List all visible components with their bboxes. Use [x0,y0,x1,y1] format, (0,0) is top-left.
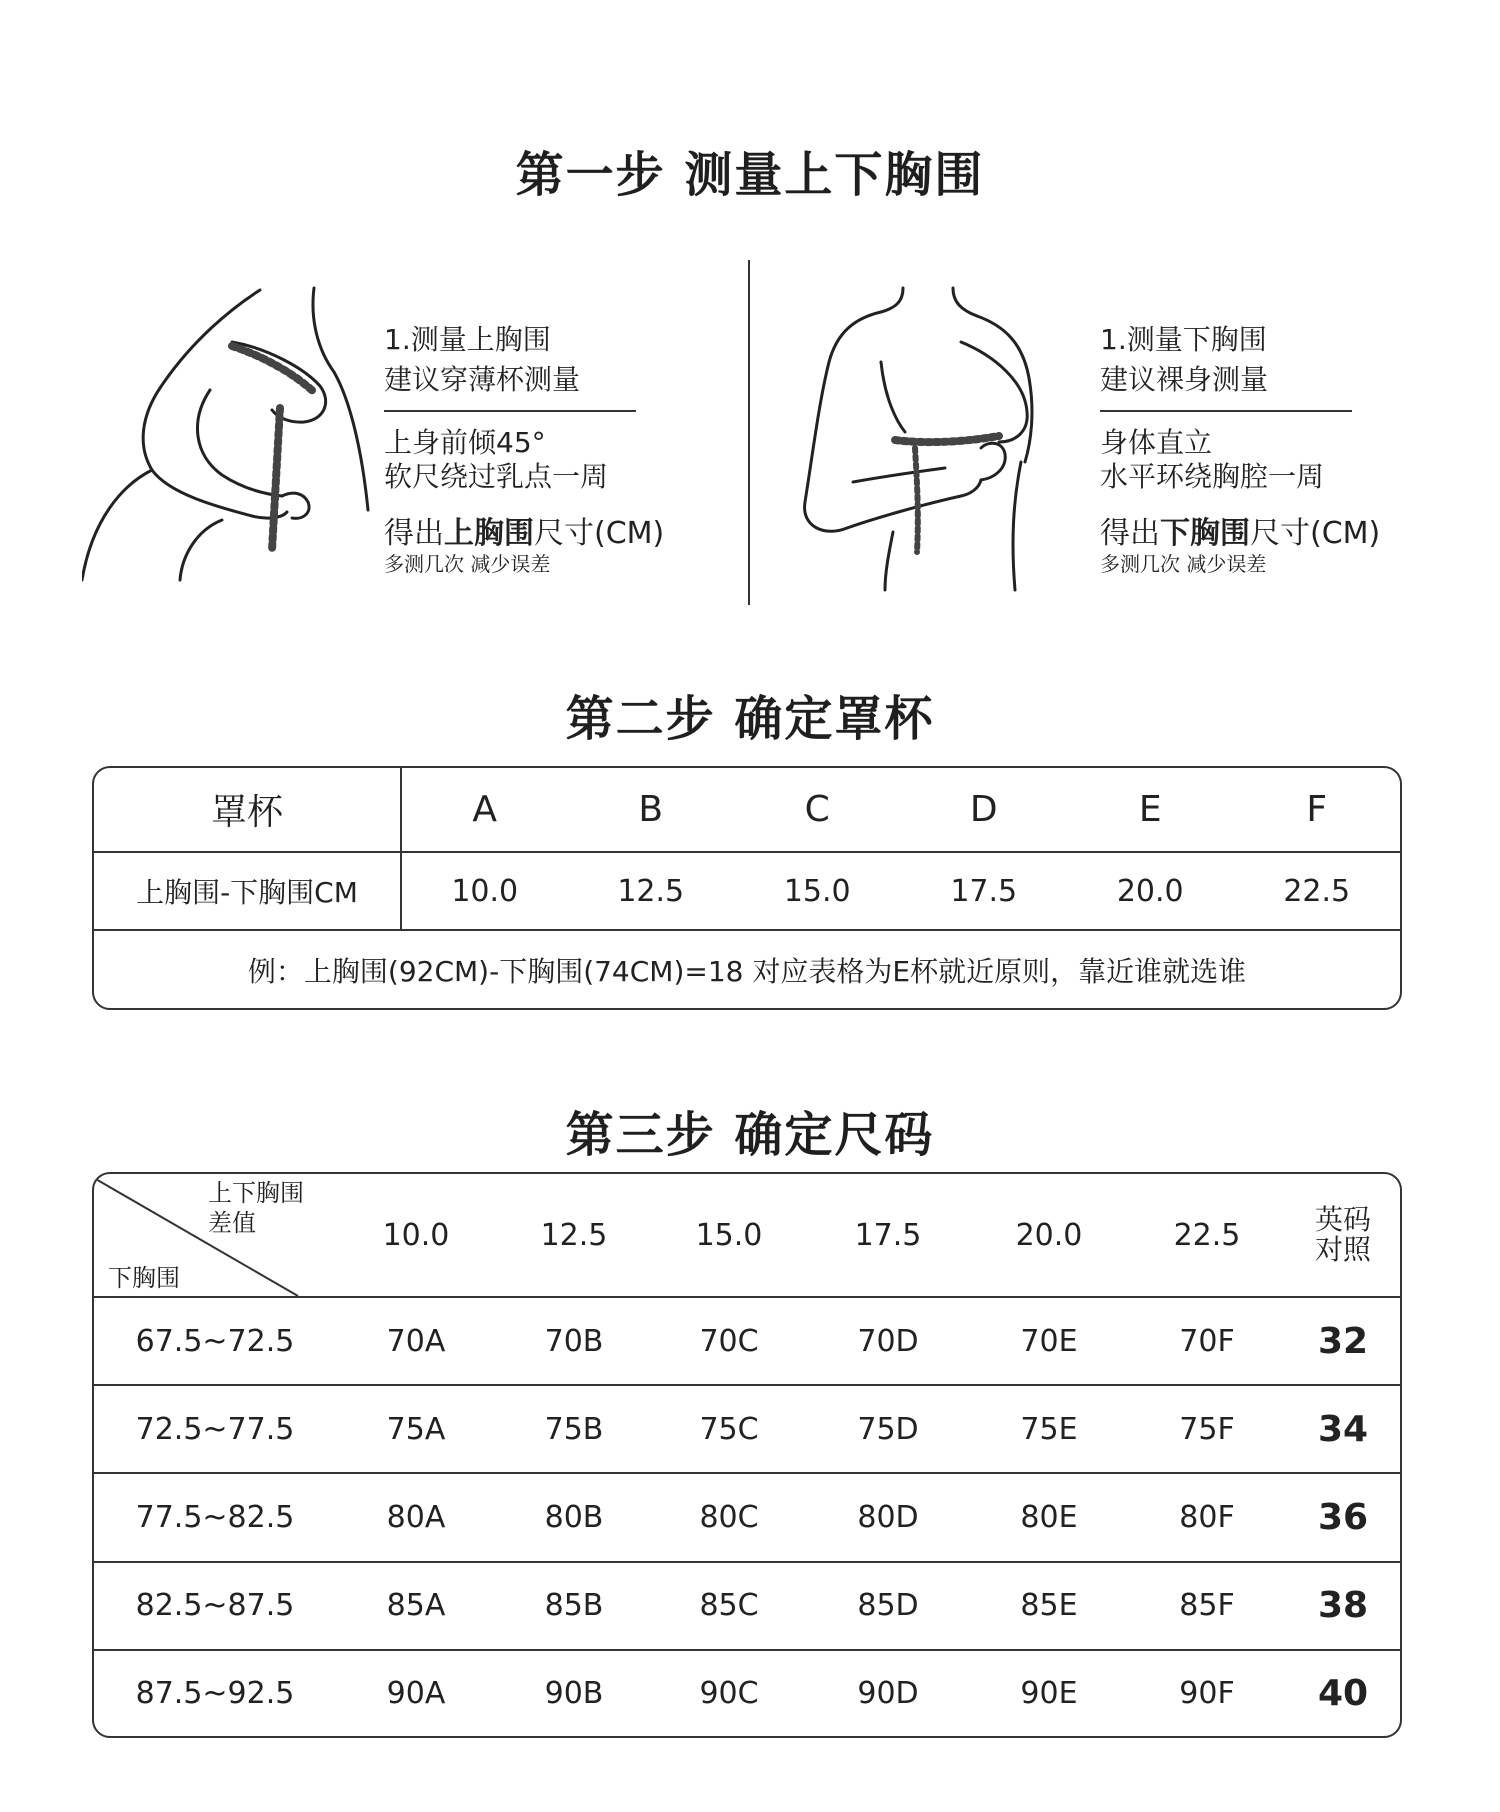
size-cell: 75A [336,1385,496,1473]
size-diff-header: 12.5 [540,1217,608,1253]
size-cell: 70A [336,1297,496,1385]
size-cell: 80D [806,1473,970,1561]
underbust-range: 67.5~72.5 [94,1297,336,1385]
size-row [94,1650,1400,1736]
size-cell: 85F [1128,1562,1286,1650]
size-cell: 75F [1128,1385,1286,1473]
corner-top-line1: 上下胸围 [208,1179,304,1207]
size-cell: 90D [806,1650,970,1736]
cup-diff-value: 10.0 [401,852,568,930]
size-cell: 80E [970,1473,1128,1561]
underbust-range: 87.5~92.5 [94,1650,336,1736]
upper-bust-rule [384,410,636,412]
underbust-range: 77.5~82.5 [94,1473,336,1561]
upper-bust-heading: 1.测量上胸围 [384,323,551,356]
upper-bust-result-bold: 上胸围 [444,516,534,551]
under-bust-note: 多测几次 减少误差 [1100,552,1267,576]
cup-letter: D [901,768,1068,852]
eng-size-header-line2: 对照 [1314,1233,1371,1266]
cup-example-row [94,930,1400,1008]
cup-diff-row [94,852,1400,930]
size-cell: 85A [336,1562,496,1650]
size-cell: 70C [652,1297,806,1385]
cup-diff-value: 12.5 [568,852,735,930]
size-cell: 70F [1128,1297,1286,1385]
upper-bust-step-a: 上身前倾45° [384,426,546,459]
upper-bust-note: 多测几次 减少误差 [384,552,551,576]
size-cell: 70E [970,1297,1128,1385]
size-cell: 90A [336,1650,496,1736]
step3-title: 第三步 确定尺码 [565,1107,935,1163]
size-cell: 90B [496,1650,652,1736]
cup-letter: F [1234,768,1401,852]
cup-letter: C [734,768,901,852]
size-cell: 80A [336,1473,496,1561]
size-diff-header: 15.0 [695,1217,763,1253]
size-cell: 75E [970,1385,1128,1473]
eng-size-cell: 36 [1286,1473,1400,1561]
size-cell: 75C [652,1385,806,1473]
under-bust-instructions [1100,320,1420,576]
size-cell: 85C [652,1562,806,1650]
size-cell: 80F [1128,1473,1286,1561]
cup-header-row [94,768,1400,852]
corner-top-line2: 差值 [208,1209,256,1237]
size-cell: 70B [496,1297,652,1385]
cup-table [92,766,1402,1010]
upper-bust-step-b: 软尺绕过乳点一周 [384,460,609,493]
size-diff-header: 17.5 [854,1217,922,1253]
size-row [94,1473,1400,1561]
eng-size-header-line1: 英码 [1314,1203,1371,1236]
size-diff-header: 10.0 [382,1217,450,1253]
cup-diff-value: 20.0 [1067,852,1234,930]
size-cell: 85B [496,1562,652,1650]
under-bust-result-bold: 下胸围 [1160,516,1250,551]
under-bust-result-suffix: 尺寸(CM) [1250,516,1381,551]
size-cell: 90F [1128,1650,1286,1736]
under-bust-result [1100,516,1420,552]
size-diff-header: 20.0 [1015,1217,1083,1253]
underbust-range: 82.5~87.5 [94,1562,336,1650]
size-cell: 75D [806,1385,970,1473]
step1-divider [748,260,750,605]
size-cell: 90E [970,1650,1128,1736]
cup-letter: A [401,768,568,852]
under-bust-heading: 1.测量下胸围 [1100,323,1267,356]
under-bust-step-a: 身体直立 [1100,426,1213,459]
cup-diff-value: 17.5 [901,852,1068,930]
upper-bust-subheading: 建议穿薄杯测量 [384,363,581,396]
under-bust-subheading: 建议裸身测量 [1100,363,1269,396]
eng-size-cell: 34 [1286,1385,1400,1473]
cup-diff-label: 上胸围-下胸围CM [94,852,401,930]
size-table [92,1172,1402,1738]
size-row [94,1562,1400,1650]
cup-diff-value: 15.0 [734,852,901,930]
step2-title: 第二步 确定罩杯 [565,691,935,747]
cup-example-text: 例：上胸围(92CM)-下胸围(74CM)=18 对应表格为E杯就近原则，靠近谁就选谁 [247,954,1247,988]
eng-size-cell: 40 [1286,1650,1400,1736]
under-bust-illustration [785,282,1055,592]
underbust-range: 72.5~77.5 [94,1385,336,1473]
size-corner-cell [94,1174,336,1297]
size-header-row [94,1174,1400,1297]
under-bust-result-prefix: 得出 [1100,516,1160,551]
upper-bust-illustration [82,280,372,590]
eng-size-cell: 38 [1286,1562,1400,1650]
cup-diff-value: 22.5 [1234,852,1401,930]
corner-bottom-label: 下胸围 [108,1264,180,1292]
eng-size-header [1286,1174,1400,1297]
size-diff-header: 22.5 [1173,1217,1241,1253]
upper-bust-result-suffix: 尺寸(CM) [534,516,665,551]
step1-title: 第一步 测量上下胸围 [515,147,985,203]
size-cell: 80B [496,1473,652,1561]
size-cell: 85D [806,1562,970,1650]
eng-size-cell: 32 [1286,1297,1400,1385]
under-bust-step-b: 水平环绕胸腔一周 [1100,460,1325,493]
cup-letter: E [1067,768,1234,852]
size-cell: 70D [806,1297,970,1385]
corner-top-label [208,1178,304,1238]
cup-header-label: 罩杯 [94,768,401,852]
size-row [94,1385,1400,1473]
cup-letter: B [568,768,735,852]
size-cell: 85E [970,1562,1128,1650]
size-cell: 90C [652,1650,806,1736]
size-cell: 80C [652,1473,806,1561]
upper-bust-result [384,516,704,552]
size-cell: 75B [496,1385,652,1473]
size-row [94,1297,1400,1385]
under-bust-rule [1100,410,1352,412]
upper-bust-instructions [384,320,704,576]
upper-bust-result-prefix: 得出 [384,516,444,551]
